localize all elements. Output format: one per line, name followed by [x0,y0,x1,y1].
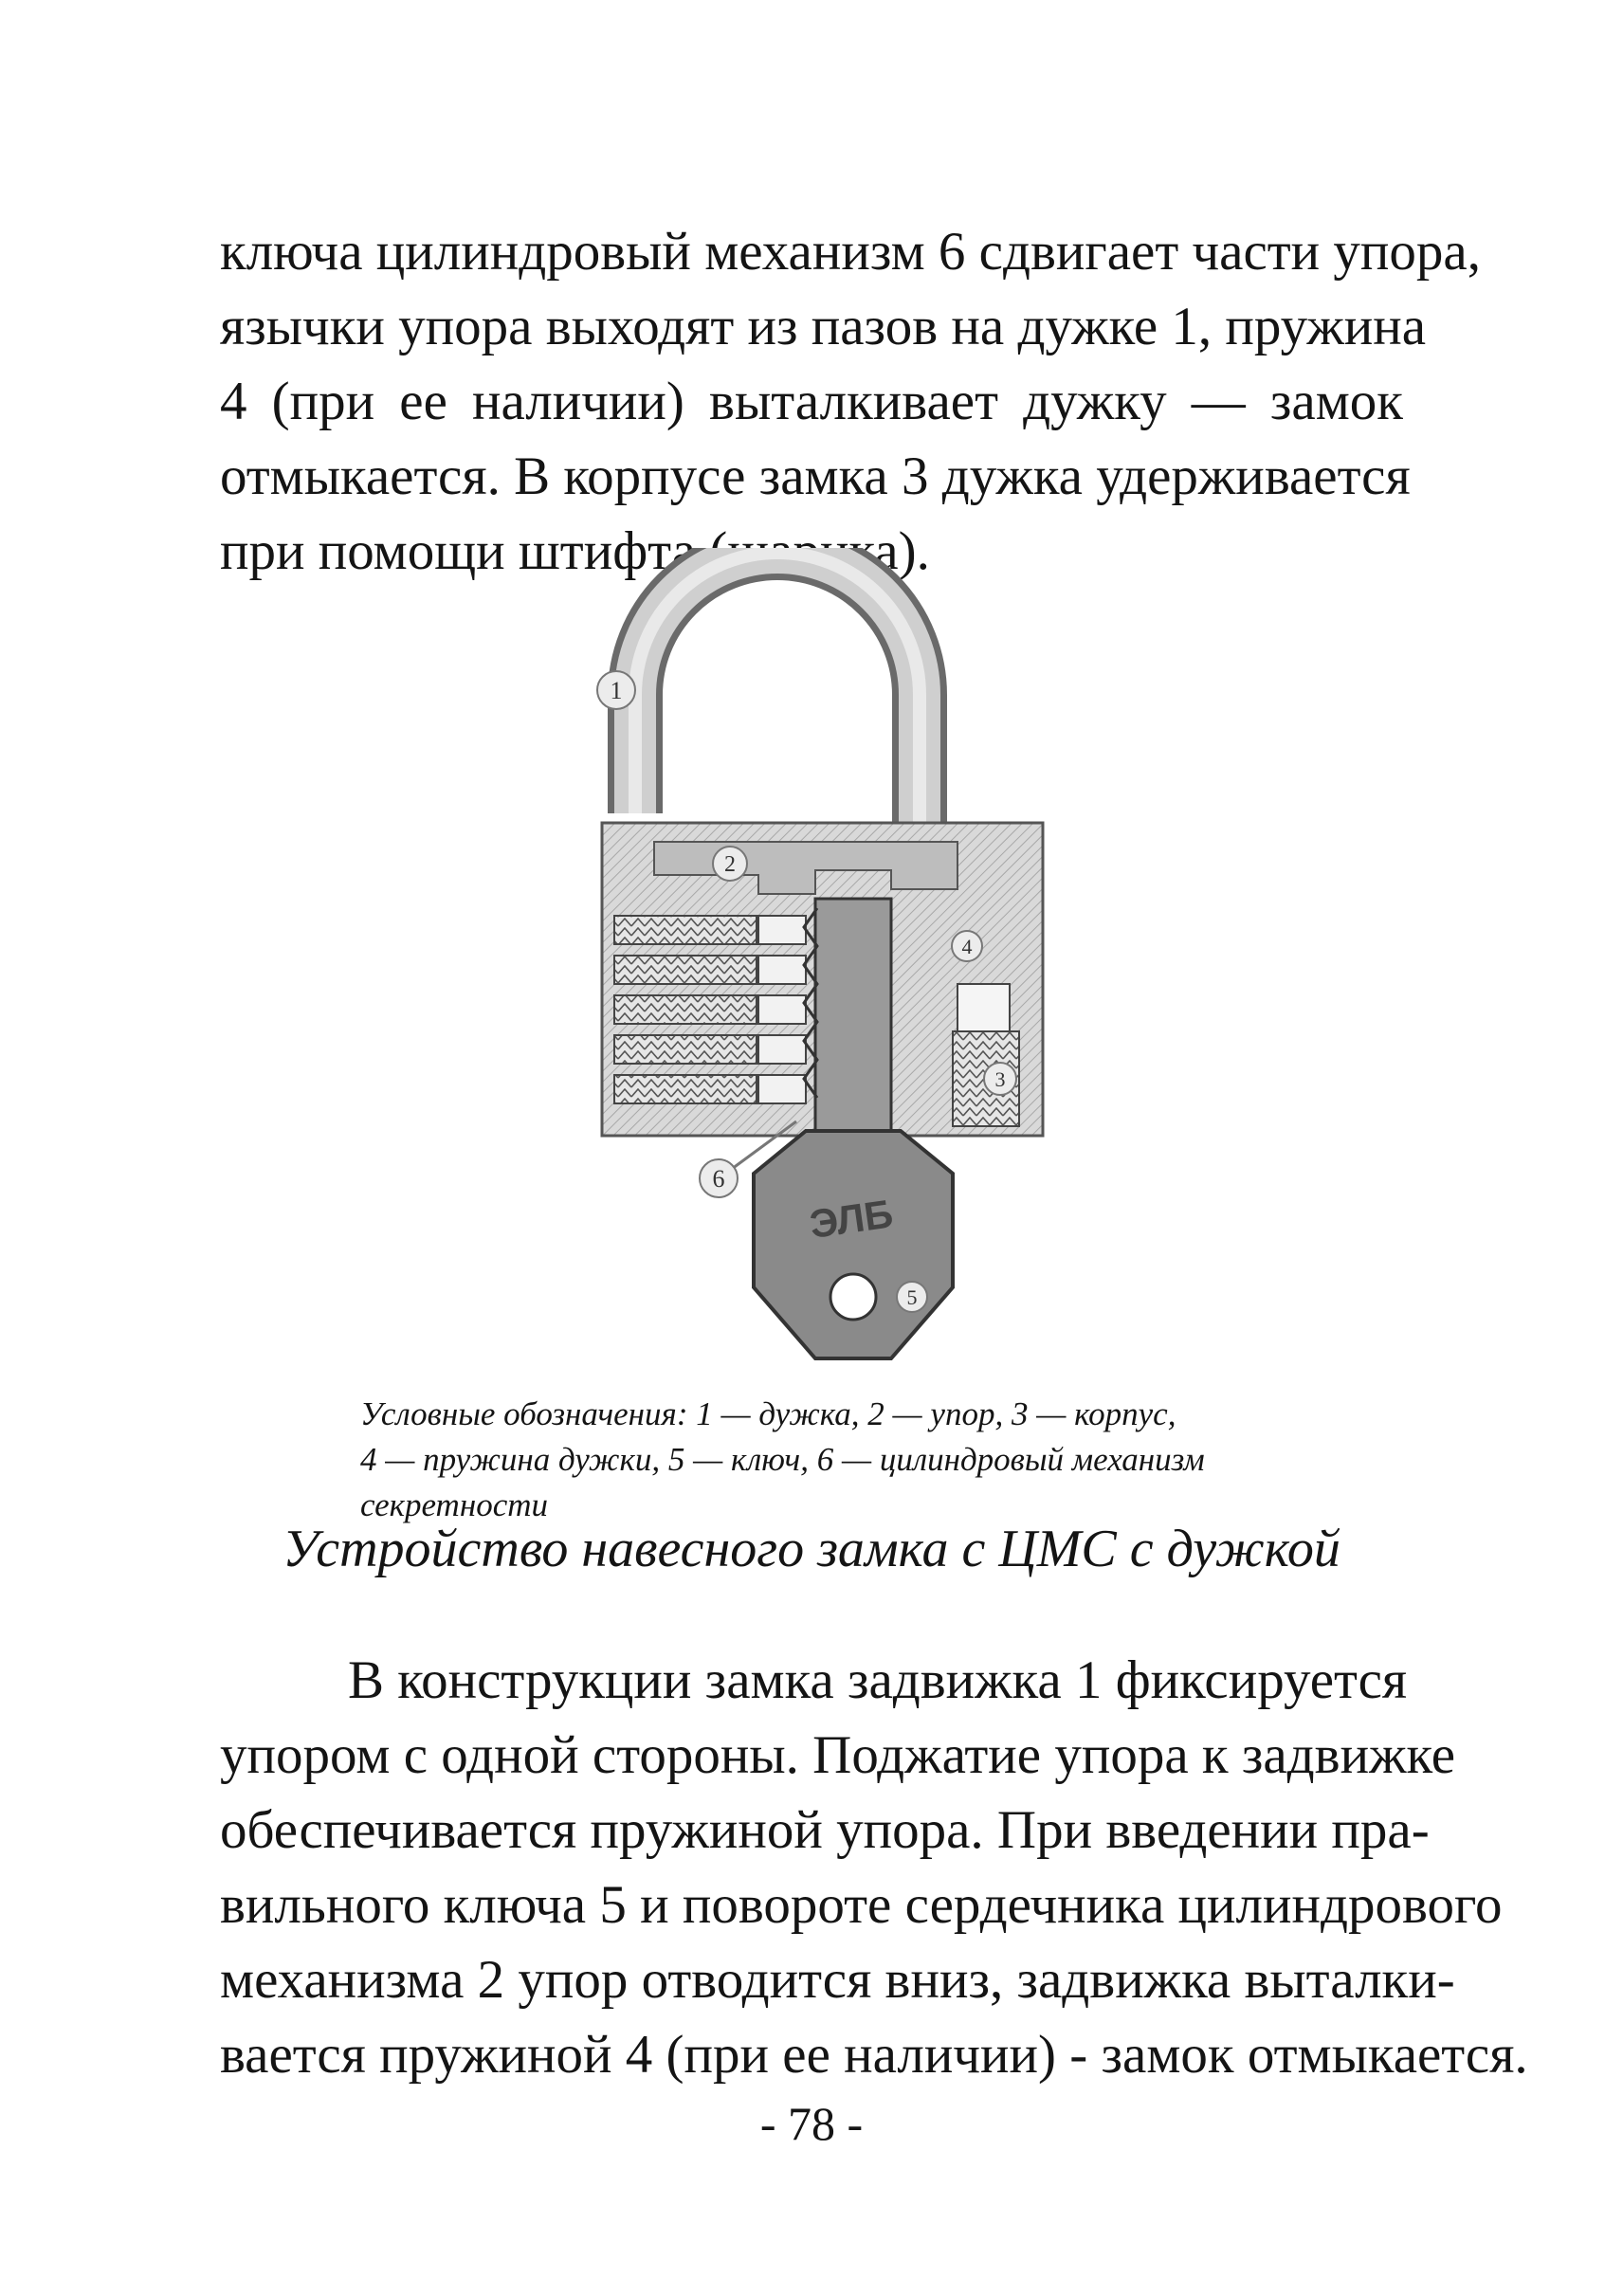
text-line: вается пружиной 4 (при ее наличии) - замок отмыкается. [220,2025,1528,2085]
svg-text:3: 3 [994,1067,1006,1091]
key-logo-text: ЭЛБ [807,1191,896,1248]
svg-text:1: 1 [610,677,623,704]
paragraph-2 [220,1643,1528,2092]
text-line: вильного ключа 5 и повороте сердечника цилиндрового [220,1875,1503,1935]
callout-2 [713,847,747,881]
text-line: при помощи штифта (шарика). [220,521,930,581]
text-line: 4 (при ее наличии) выталкивает дужку — замок [220,372,1403,431]
legend-line: 4 — пружина дужки, 5 — ключ, 6 — цилиндровый механизм [360,1441,1205,1478]
text-line: отмыкается. В корпусе замка 3 дужка удерживается [220,446,1411,506]
text-line: ключа цилиндровый механизм 6 сдвигает части упора, [220,222,1481,282]
callout-1 [597,671,635,709]
svg-text:2: 2 [724,852,736,877]
svg-text:4: 4 [961,935,973,958]
legend-line: Условные обозначения: 1 — дужка, 2 — упор, 3 — корпус, [360,1395,1176,1432]
svg-text:5: 5 [906,1285,918,1309]
page-number: - 78 - [759,2097,864,2150]
padlock-figure [578,548,1090,1382]
callout-4 [952,931,982,961]
svg-text:6: 6 [712,1165,725,1193]
shackle [635,553,920,861]
legend-line: секретности [360,1486,549,1523]
text-line: упором с одной стороны. Поджатие упора к задвижке [220,1725,1456,1785]
text-line: обеспечивается пружиной упора. При введении пра- [220,1800,1430,1860]
text-line: В конструкции замка задвижка 1 фиксируется [348,1650,1408,1710]
padlock-diagram [578,548,1090,1382]
text-line: механизма 2 упор отводится вниз, задвижка выталки- [220,1950,1455,2010]
text-line: язычки упора выходят из пазов на дужке 1, пружина [220,297,1427,356]
figure-title: Устройство навесного замка с ЦМС с дужкой [283,1520,1340,1578]
callout-5 [897,1282,927,1312]
paragraph-1 [220,214,1481,589]
figure-legend [360,1392,1365,1528]
callout-3 [984,1063,1016,1095]
pin-stacks [614,916,806,1103]
